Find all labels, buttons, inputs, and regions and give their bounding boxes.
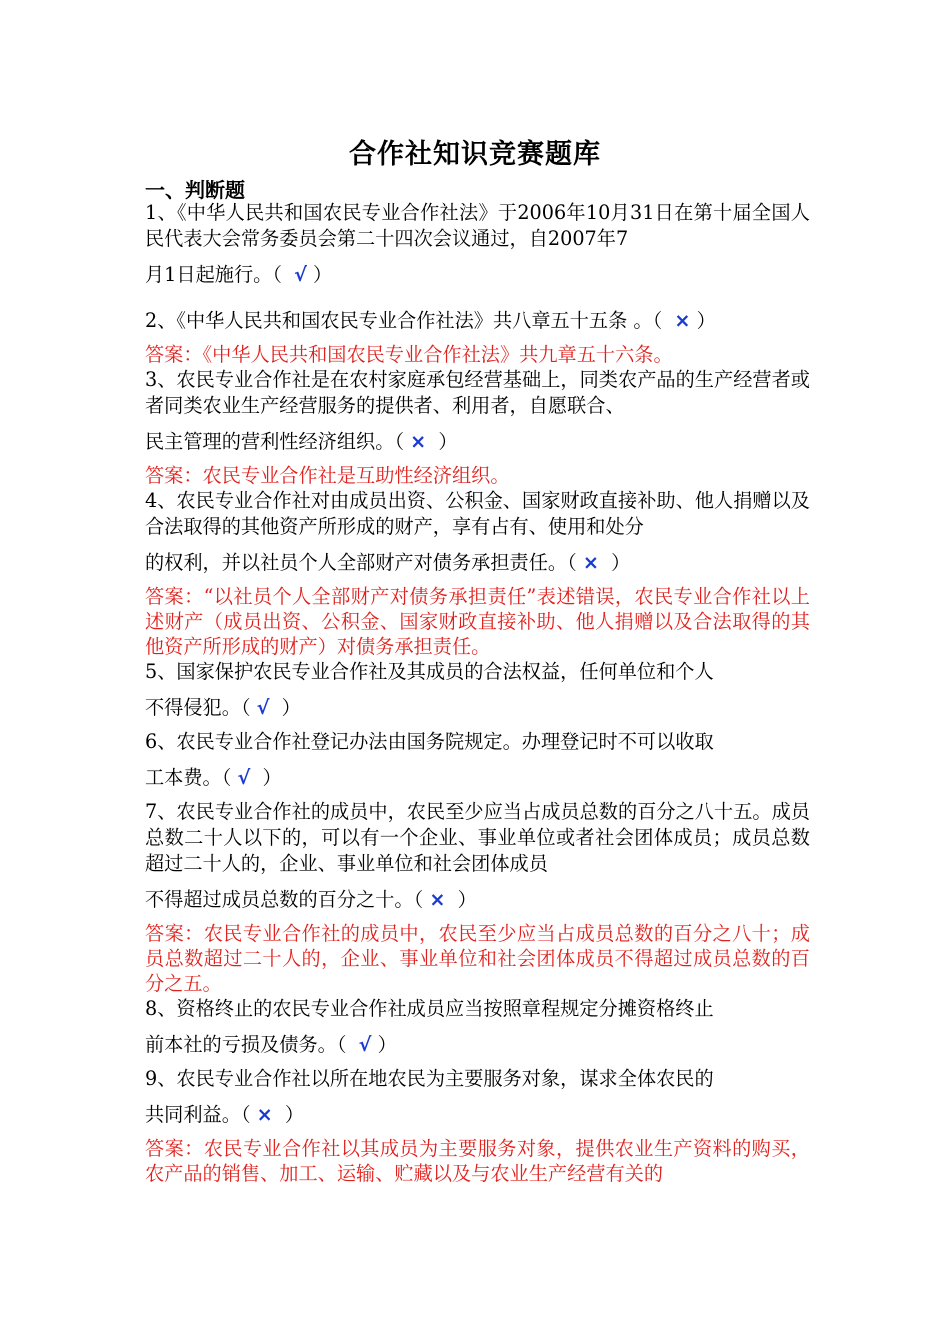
check-mark-icon: √ bbox=[358, 1033, 372, 1056]
answer-explanation: 答案：农民专业合作社以其成员为主要服务对象，提供农业生产资料的购买，农产品的销售、加工、运输、贮藏以及与农业生产经营有关的 bbox=[145, 1137, 810, 1185]
cross-mark-icon: × bbox=[582, 551, 599, 574]
question-text-last-line: 共同利益。（ × ） bbox=[145, 1103, 305, 1126]
question-item bbox=[145, 996, 810, 1058]
question-text-last-line: 民主管理的营利性经济组织。（ × ） bbox=[145, 430, 458, 453]
question-list bbox=[145, 200, 810, 1186]
check-mark-icon: √ bbox=[256, 696, 270, 719]
question-item bbox=[145, 1066, 810, 1128]
question-item bbox=[145, 200, 810, 288]
question-text: 7、农民专业合作社的成员中，农民至少应当占成员总数的百分之八十五。成员总数二十人以下的，可以有一个企业、事业单位或者社会团体成员；成员总数超过二十人的，企业、事业单位和社会团体成员 bbox=[145, 800, 810, 875]
document-title: 合作社知识竞赛题库 bbox=[349, 139, 601, 170]
section-heading: 一、判断题 bbox=[145, 178, 245, 202]
question-text: 1、《中华人民共和国农民专业合作社法》于2006年10月31日在第十届全国人民代表大会常务委员会第二十四次会议通过，自2007年7 bbox=[145, 201, 810, 250]
question-item bbox=[145, 488, 810, 576]
answer-explanation: 答案：“以社员个人全部财产对债务承担责任”表述错误，农民专业合作社以上述财产（成员出资、公积金、国家财政直接补助、他人捐赠以及合法取得的其他资产所形成的财产）对债务承担责任。 bbox=[145, 585, 810, 658]
question-text: 5、国家保护农民专业合作社及其成员的合法权益，任何单位和个人 bbox=[145, 660, 714, 683]
cross-mark-icon: × bbox=[429, 888, 446, 911]
answer-explanation: 答案：《中华人民共和国农民专业合作社法》共九章五十六条。 bbox=[145, 343, 673, 366]
question-text: 6、农民专业合作社登记办法由国务院规定。办理登记时不可以收取 bbox=[145, 730, 714, 753]
cross-mark-icon: × bbox=[410, 430, 427, 453]
answer-explanation: 答案：农民专业合作社的成员中，农民至少应当占成员总数的百分之八十；成员总数超过二十人的，企业、事业单位和社会团体成员不得超过成员总数的百分之五。 bbox=[145, 922, 810, 995]
question-item bbox=[145, 799, 810, 913]
question-text: 8、资格终止的农民专业合作社成员应当按照章程规定分摊资格终止 bbox=[145, 997, 714, 1020]
question-item bbox=[145, 367, 810, 455]
question-text-last-line: 月1日起施行。（ √ ） bbox=[145, 263, 333, 286]
question-text-last-line: 的权利，并以社员个人全部财产对债务承担责任。（ × ） bbox=[145, 551, 631, 574]
question-item bbox=[145, 729, 810, 791]
question-text: 2、《中华人民共和国农民专业合作社法》共八章五十五条 。（ × ） bbox=[145, 309, 716, 332]
question-text-last-line: 不得超过成员总数的百分之十。（ × ） bbox=[145, 888, 477, 911]
question-text-last-line: 工本费。（ √ ） bbox=[145, 766, 282, 789]
question-text: 3、农民专业合作社是在农村家庭承包经营基础上，同类农产品的生产经营者或者同类农业生产经营服务的提供者、利用者，自愿联合、 bbox=[145, 368, 810, 417]
question-text: 4、农民专业合作社对由成员出资、公积金、国家财政直接补助、他人捐赠以及合法取得的其他资产所形成的财产，享有占有、使用和处分 bbox=[145, 489, 810, 538]
cross-mark-icon: × bbox=[674, 309, 691, 332]
question-text-last-line: 前本社的亏损及债务。（ √ ） bbox=[145, 1033, 397, 1056]
question-item bbox=[145, 308, 810, 334]
question-text: 9、农民专业合作社以所在地农民为主要服务对象，谋求全体农民的 bbox=[145, 1067, 714, 1090]
check-mark-icon: √ bbox=[237, 766, 251, 789]
check-mark-icon: √ bbox=[294, 263, 307, 286]
cross-mark-icon: × bbox=[256, 1103, 273, 1126]
question-text-last-line: 不得侵犯。（ √ ） bbox=[145, 696, 301, 719]
answer-explanation: 答案：农民专业合作社是互助性经济组织。 bbox=[145, 464, 510, 487]
question-item bbox=[145, 659, 810, 721]
